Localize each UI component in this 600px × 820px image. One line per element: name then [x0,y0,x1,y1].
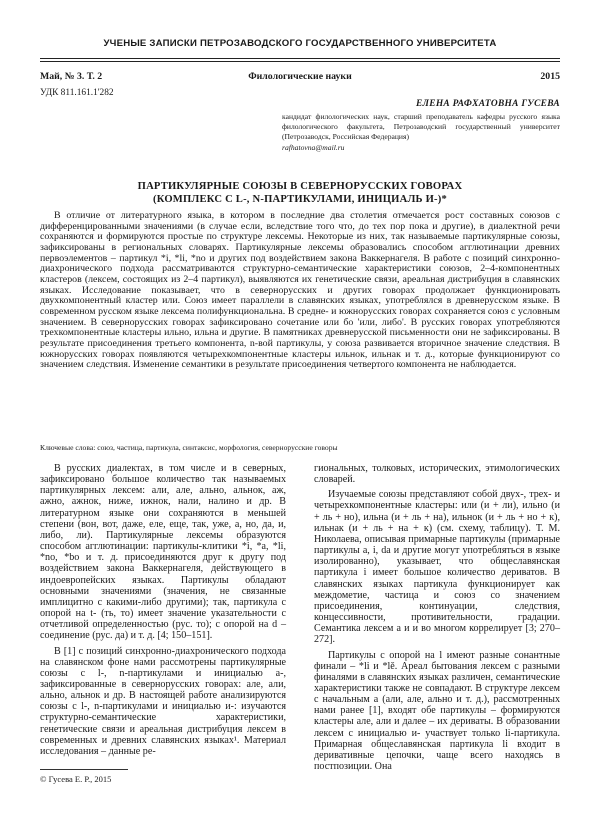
body-paragraph: гиональных, толковых, исторических, этимологических словарей. [314,463,560,486]
body-paragraph: Изучаемые союзы представляют собой двух-, трех- и четырехкомпонентные кластеры: или (и + ли), ильно (и + ль + но), ильна (и + ль + на), ильнок (и + ль + но + к), ильнак (и + ль + на + к) (см. схему, таблицу). Т. М. Николаева, описывая примарные партикулы (примарные партикулы a, i, da и другие могут употребляться в языке изолированно), указывает, что общеславянская партикула i имеет большое количество дериватов. В славянских языках партикула функционирует как междометие, частица и союз со значением присоединения, континуации, следствия, концессивности, противительности, градации. Семантика лексем a и и во многом коррелирует [3; 270–272]. [314,489,560,646]
author-name: ЕЛЕНА РАФХАТОВНА ГУСЕВА [415,99,560,109]
author-email[interactable]: rafhatovna@mail.ru [282,143,345,152]
abstract: В отличие от литературного языка, в котором в последние два столетия отмечается рост составных союзов с дифференцированными значениями (в случае если, вследствие того что, до тех пор пока и другие), в диалектной речи сохраняются и формируются простые по структуре лексемы. Некоторые из них, так называемые партикулярные союзы, зафиксированы в региональных словарях. Партикулярные лексемы образовались способом агглютинации древних первоэлементов – партикул *i, *li, *no и других под воздействием закона Ваккернагеля. В работе с позиций синхронно-диахронического подхода рассматриваются структурно-семантические характеристики союзов, 2–4-компонентных кластеров (лексем, состоящих из 2–4 партикул), выявляются их генетические связи, ареальная дистрибуция в славянских языках. Исследование показывает, что в севернорусских и других говорах продолжает функционировать двухкомпонентный кластер или. Союз имеет параллели в славянских языках, употреблялся в древнерусском языке. В современном русском языке лексема полифункциональна. В средне- и южнорусских говорах сохраняется союз с условным значением. В севернорусских говорах зафиксировано сочетание или бо 'или, либо'. В русских говорах употребляются трехкомпонентные кластеры ильно, ильна и другие. В памятниках древнерусской письменности они не зафиксированы. В результате присоединения третьего компонента, n-вой партикулы, у союза развивается вторичное значение следствия. В южнорусских говорах появляются четырехкомпонентные кластеры ильнок, ильнак и т. д., которые функционируют со значением следствия. Изменение семантики в результате присоединения четвертого компонента не наблюдается. [40,210,560,371]
footnote-rule [40,769,128,770]
header-rule-thick [40,58,560,59]
article-title-line-2: (КОМПЛЕКС С L-, N-ПАРТИКУЛАМИ, ИНИЦИАЛЬ И-)* [153,193,447,205]
journal-header: УЧЕНЫЕ ЗАПИСКИ ПЕТРОЗАВОДСКОГО ГОСУДАРСТВЕННОГО УНИВЕРСИТЕТА [103,38,497,49]
issue-meta-row [40,71,560,84]
article-title [40,181,560,206]
body-column-right [314,463,560,772]
keywords: Ключевые слова: союз, частица, партикула, синтаксис, морфология, севернорусские говоры [40,443,338,452]
body-paragraph: В [1] с позиций синхронно-диахронического подхода на славянском фоне нами рассмотрены партикулярные союзы с l-, n-партикулами и инициалью a-, зафиксированные в севернорусских говорах: але, али, ально, альнок и др. В настоящей работе анализируются союзы с l-, n-партикулами и инициалью и-: изучаются структурно-семантические характеристики, генетические связи и ареальная дистрибуция лексем в современных и древних славянских языках¹. Материал исследования – данные ре- [40,645,286,757]
journal-section: Филологические науки [248,71,352,82]
body-column-left [40,463,286,757]
article-title-line-1: ПАРТИКУЛЯРНЫЕ СОЮЗЫ В СЕВЕРНОРУССКИХ ГОВОРАХ [137,181,463,192]
copyright: © Гусева Е. Р., 2015 [40,774,112,784]
body-paragraph: Партикулы с опорой на l имеют разные сонантные финали – *li и *lě. Ареал бытования лексем с разными финалями в славянских языках различен, семантические характеристики также не совпадают. В структуре лексем с начальным а (али, але, ально и т. д.), рассмотренных нами ранее [1], входят обе партикулы – формируются кластеры але, али и далее – их дериваты. В образовании лексем с инициалью и- участвует только li-партикула. Примарная общеславянская партикула li входит в деривативные цепочки, чаще всего находясь в постпозиции. Она [314,649,560,773]
header-rule-thin [40,61,560,62]
body-paragraph: В русских диалектах, в том числе и в северных, зафиксировано большое количество так называемых партикулярных лексем: али, але, ально, альнок, аж, ажно, ажнок, ниже, ижнок, нали, налино и др. В литературном языке они сохраняются в меньшей степени (вон, вот, даже, еле, еще, так, уже, а, но, да, и, либо, ли). Партикулярные лексемы образуются способом агглютинации: партикулы-клитики *i, *a, *li, *no, *bo и т. д. присоединяются друг к другу под воздействием закона Ваккернагеля, действующего в индоевропейских языках. Партикулы обладают основными значениями (значения, не связанные имплицитно с какими-либо другими); так, партикула с опорой на t- (ть, то) имеет значение указательности с отчетливой определенностью (рус. то); с опорой на d – соединение (рус. да) и т. д. [4; 150–151]. [40,463,286,642]
author-affiliation: кандидат филологических наук, старший преподаватель кафедры русского языка филологического факультета, Петрозаводский государственный университет (Петрозаводск, Российская Федерация) [282,112,560,142]
udc-code: УДК 811.161.1'282 [40,88,114,98]
issue-year: 2015 [540,71,560,82]
issue-number: Май, № 3. Т. 2 [40,71,103,82]
